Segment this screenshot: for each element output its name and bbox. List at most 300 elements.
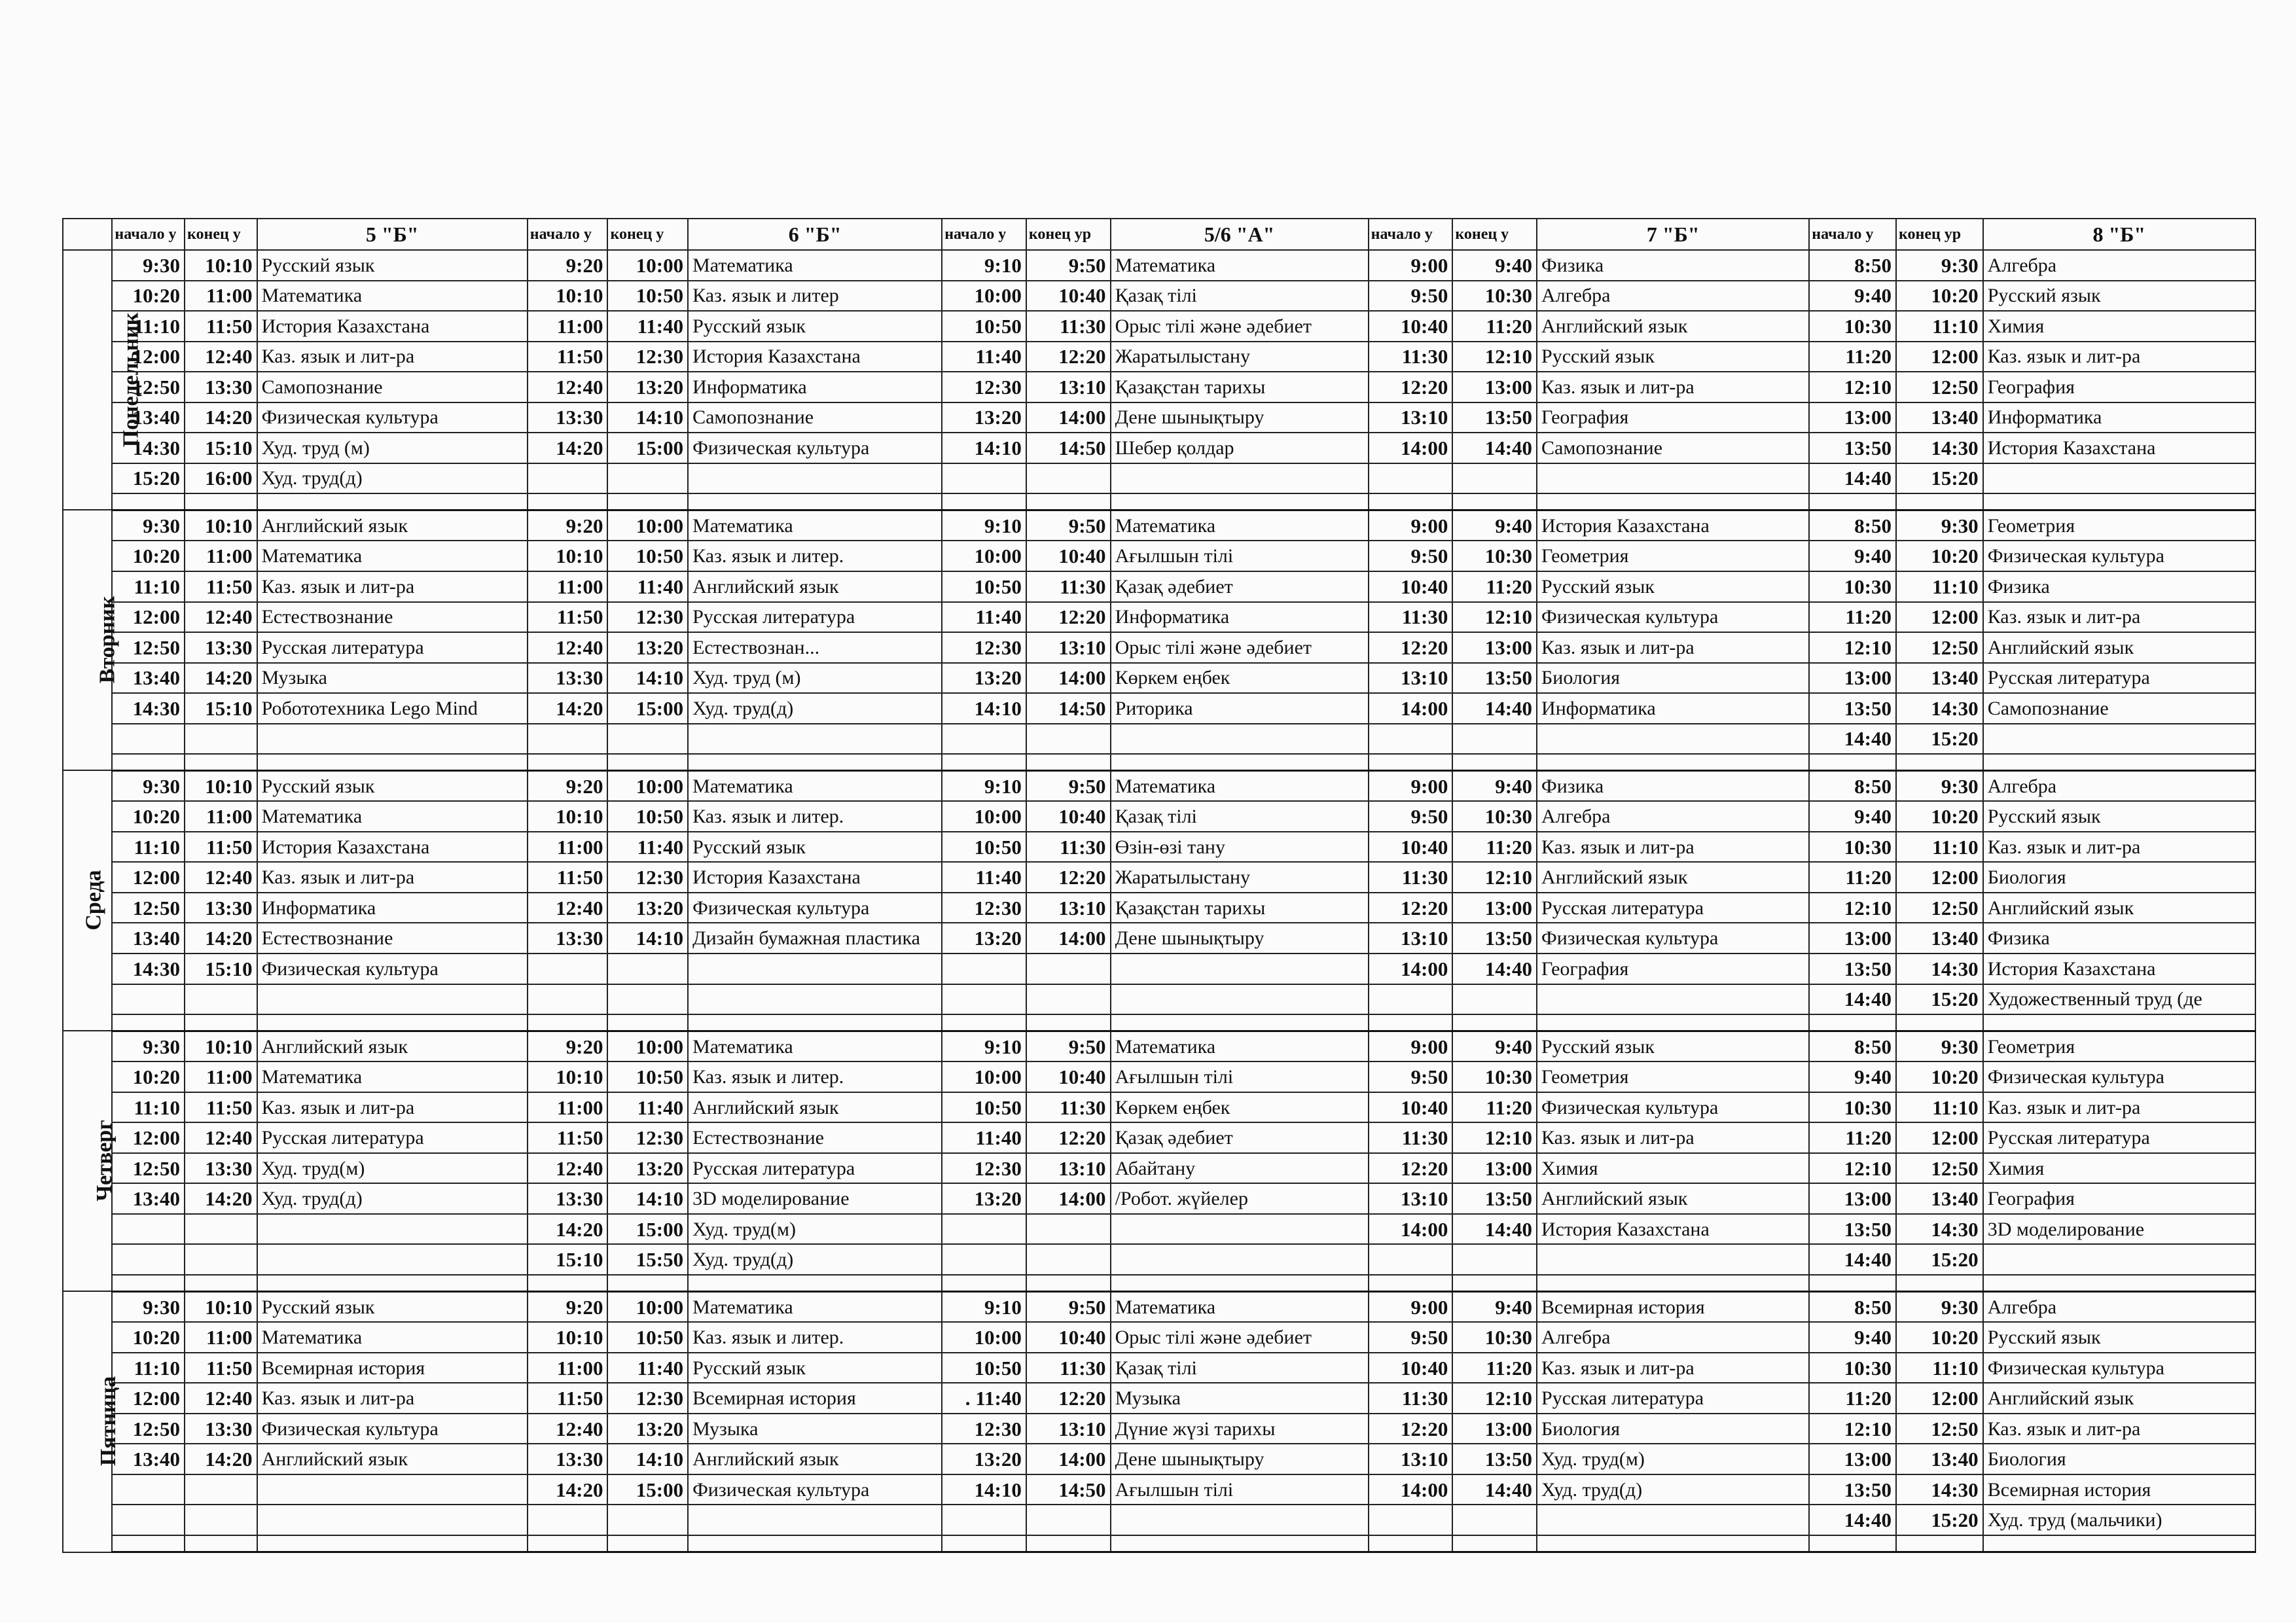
start-time-cell: 12:40 (528, 632, 608, 663)
subject-cell (1111, 1505, 1369, 1535)
subject-cell (1111, 724, 1369, 755)
subject-cell (257, 1474, 528, 1505)
subject-cell (257, 984, 528, 1015)
end-time-cell: 10:10 (185, 1031, 257, 1061)
start-time-cell: 8:50 (1809, 510, 1896, 541)
start-time-cell (112, 1244, 185, 1275)
subject-cell (688, 463, 942, 494)
start-time-cell: 10:00 (942, 541, 1026, 571)
subject-cell: Физика (1983, 923, 2255, 954)
subject-cell (1537, 1505, 1809, 1535)
spacer-cell (1809, 754, 1896, 770)
subject-cell: Русский язык (1983, 801, 2255, 832)
subject-cell: Русская литература (688, 602, 942, 633)
end-time-cell (1026, 463, 1111, 494)
spacer-cell (1026, 493, 1111, 510)
subject-cell: Математика (257, 1061, 528, 1092)
end-time-cell: 11:00 (185, 281, 257, 312)
subject-cell: Каз. язык и лит-ра (257, 1383, 528, 1414)
lesson-row (63, 770, 2255, 801)
start-time-cell: 13:20 (942, 663, 1026, 694)
subject-cell: Каз. язык и лит-ра (1983, 1092, 2255, 1123)
start-time-cell: 10:20 (112, 541, 185, 571)
end-time-cell: 15:00 (607, 693, 688, 724)
subject-cell: Физическая культура (1983, 1353, 2255, 1383)
end-time-cell: 14:10 (607, 923, 688, 954)
subject-cell: Информатика (688, 372, 942, 402)
end-time-cell: 9:50 (1026, 770, 1111, 801)
start-time-cell: 12:40 (528, 372, 608, 402)
end-time-cell: 13:10 (1026, 893, 1111, 923)
spacer-cell (1983, 493, 2255, 510)
subject-cell: Информатика (257, 893, 528, 923)
subject-cell (1111, 984, 1369, 1015)
start-time-cell: 13:40 (112, 923, 185, 954)
end-time-cell: 15:20 (1896, 724, 1983, 755)
start-time-cell: 12:00 (112, 862, 185, 893)
end-time-cell: 15:20 (1896, 1505, 1983, 1535)
subject-cell: История Казахстана (688, 862, 942, 893)
end-time-cell (1026, 984, 1111, 1015)
end-time-cell: 11:20 (1452, 832, 1537, 863)
subject-cell (257, 1214, 528, 1245)
start-time-cell (528, 724, 608, 755)
start-time-cell: 13:20 (942, 923, 1026, 954)
start-time-cell: 11:50 (528, 342, 608, 372)
end-time-cell: 11:10 (1896, 1092, 1983, 1123)
spacer-cell (1111, 1275, 1369, 1291)
start-time-cell: 11:00 (528, 1353, 608, 1383)
subject-cell: Русский язык (1983, 1322, 2255, 1353)
start-time-cell: 10:40 (1369, 311, 1453, 342)
end-time-cell: 12:00 (1896, 342, 1983, 372)
subject-cell: Худ. труд (м) (688, 663, 942, 694)
spacer-cell (1896, 754, 1983, 770)
start-time-cell: 9:00 (1369, 1031, 1453, 1061)
end-time-cell: 10:40 (1026, 281, 1111, 312)
subject-cell: Самопознание (257, 372, 528, 402)
corner-cell (63, 219, 112, 250)
end-time-cell: 11:00 (185, 1322, 257, 1353)
subject-cell (1537, 1244, 1809, 1275)
end-time-cell: 10:20 (1896, 1322, 1983, 1353)
subject-cell: Жаратылыстану (1111, 342, 1369, 372)
start-time-cell: 9:10 (942, 510, 1026, 541)
subject-cell: Русский язык (688, 311, 942, 342)
start-time-cell: 13:40 (112, 402, 185, 433)
lesson-row (63, 1153, 2255, 1184)
subject-cell: Орыс тілі және әдебиет (1111, 632, 1369, 663)
lesson-row (63, 1244, 2255, 1275)
end-time-cell: 11:50 (185, 571, 257, 602)
end-time-cell: 13:20 (607, 1153, 688, 1184)
end-time-cell: 14:20 (185, 402, 257, 433)
end-time-cell: 13:00 (1452, 893, 1537, 923)
start-time-cell: 12:20 (1369, 893, 1453, 923)
start-time-cell: 9:30 (112, 510, 185, 541)
subject-cell: Биология (1537, 1414, 1809, 1444)
spacer-cell (607, 493, 688, 510)
subject-cell (688, 1505, 942, 1535)
spacer-cell (257, 1014, 528, 1031)
subject-cell: Каз. язык и лит-ра (1537, 632, 1809, 663)
start-time-cell: 9:10 (942, 770, 1026, 801)
spacer-cell (1452, 1014, 1537, 1031)
start-time-cell: 13:40 (112, 1444, 185, 1474)
spacer-cell (1452, 754, 1537, 770)
start-time-cell: 9:40 (1809, 1061, 1896, 1092)
spacer-cell (607, 1275, 688, 1291)
end-time-cell: 14:00 (1026, 923, 1111, 954)
subject-cell: Физическая культура (1537, 602, 1809, 633)
day-name: Четверг (92, 1120, 117, 1202)
start-time-cell: 12:10 (1809, 1153, 1896, 1184)
start-time-cell: 13:30 (528, 663, 608, 694)
start-time-cell: 15:20 (112, 463, 185, 494)
start-time-cell: 10:20 (112, 801, 185, 832)
start-time-cell: 12:10 (1809, 372, 1896, 402)
start-time-cell: 11:40 (942, 602, 1026, 633)
subject-cell: Русский язык (257, 250, 528, 281)
subject-cell: Всемирная история (257, 1353, 528, 1383)
end-time-cell: 14:30 (1896, 433, 1983, 463)
start-time-cell: 13:00 (1809, 923, 1896, 954)
end-time-cell: 13:40 (1896, 1444, 1983, 1474)
end-time-cell: 15:10 (185, 433, 257, 463)
subject-cell: Русская литература (1537, 893, 1809, 923)
subject-cell: Қазақстан тарихы (1111, 893, 1369, 923)
spacer-cell (528, 1535, 608, 1552)
end-time-cell (1026, 724, 1111, 755)
start-time-cell: 14:40 (1809, 1244, 1896, 1275)
start-time-cell: 13:40 (112, 663, 185, 694)
subject-cell: Геометрия (1537, 1061, 1809, 1092)
subject-cell: Русская литература (688, 1153, 942, 1184)
subject-cell: Русский язык (257, 770, 528, 801)
spacer-cell (1026, 1014, 1111, 1031)
spacer-cell (1809, 1014, 1896, 1031)
start-time-cell: 12:20 (1369, 632, 1453, 663)
start-time-cell: 10:00 (942, 1322, 1026, 1353)
start-time-cell: 11:10 (112, 311, 185, 342)
start-time-cell (942, 1244, 1026, 1275)
spacer-cell (257, 1535, 528, 1552)
subject-cell: Физическая культура (688, 433, 942, 463)
start-time-cell: 11:10 (112, 1092, 185, 1123)
start-time-header: начало у (1809, 219, 1896, 250)
end-time-cell: 12:30 (607, 1383, 688, 1414)
start-time-cell: 13:40 (112, 1183, 185, 1214)
start-time-cell: 10:20 (112, 1061, 185, 1092)
end-time-cell: 14:40 (1452, 954, 1537, 984)
end-time-cell: 14:30 (1896, 1474, 1983, 1505)
start-time-cell (1369, 724, 1453, 755)
spacer-cell (942, 1275, 1026, 1291)
spacer-cell (688, 493, 942, 510)
end-time-cell: 12:20 (1026, 1122, 1111, 1153)
day-label-cell (63, 770, 112, 1031)
start-time-cell: 11:20 (1809, 602, 1896, 633)
subject-cell: Каз. язык и лит-ра (1537, 1353, 1809, 1383)
subject-cell: Абайтану (1111, 1153, 1369, 1184)
start-time-cell: 11:10 (112, 1353, 185, 1383)
end-time-cell: 11:00 (185, 541, 257, 571)
start-time-cell: 13:10 (1369, 402, 1453, 433)
start-time-cell (942, 463, 1026, 494)
start-time-cell: 11:50 (528, 1122, 608, 1153)
end-time-cell: 10:20 (1896, 1061, 1983, 1092)
start-time-cell: 12:40 (528, 1153, 608, 1184)
end-time-cell: 10:50 (607, 1061, 688, 1092)
subject-cell: Русский язык (1537, 342, 1809, 372)
start-time-cell: 10:10 (528, 801, 608, 832)
subject-cell: Каз. язык и лит-ра (257, 862, 528, 893)
subject-cell: Английский язык (1983, 893, 2255, 923)
start-time-cell (528, 984, 608, 1015)
end-time-cell (1026, 1214, 1111, 1245)
subject-cell: Математика (688, 1031, 942, 1061)
subject-cell (1983, 1244, 2255, 1275)
subject-cell: Худ. труд (м) (257, 433, 528, 463)
end-time-cell: 10:00 (607, 770, 688, 801)
subject-cell: Физика (1983, 571, 2255, 602)
start-time-cell: 14:40 (1809, 463, 1896, 494)
subject-cell: Физическая культура (688, 1474, 942, 1505)
start-time-cell: 11:50 (528, 1383, 608, 1414)
end-time-cell: 12:30 (607, 862, 688, 893)
start-time-cell: 14:00 (1369, 1214, 1453, 1245)
end-time-cell (607, 463, 688, 494)
end-time-cell: 12:00 (1896, 1383, 1983, 1414)
subject-cell: Қазақ әдебиет (1111, 1122, 1369, 1153)
end-time-cell: 11:30 (1026, 1092, 1111, 1123)
start-time-cell: 10:50 (942, 1092, 1026, 1123)
start-time-cell: 10:10 (528, 1061, 608, 1092)
start-time-cell: 9:30 (112, 1031, 185, 1061)
end-time-cell: 13:10 (1026, 1414, 1111, 1444)
subject-cell: История Казахстана (1537, 510, 1809, 541)
start-time-cell: 14:00 (1369, 433, 1453, 463)
end-time-cell: 14:50 (1026, 693, 1111, 724)
start-time-cell (528, 463, 608, 494)
subject-cell: 3D моделирование (1983, 1214, 2255, 1245)
start-time-cell: 11:30 (1369, 862, 1453, 893)
start-time-cell: 9:40 (1809, 801, 1896, 832)
start-time-cell: 9:30 (112, 1291, 185, 1322)
start-time-cell: 11:20 (1809, 862, 1896, 893)
end-time-cell: 14:00 (1026, 1183, 1111, 1214)
end-time-cell (1026, 1505, 1111, 1535)
subject-cell: Худ. труд(м) (688, 1214, 942, 1245)
subject-cell: Самопознание (688, 402, 942, 433)
start-time-cell: 10:00 (942, 801, 1026, 832)
end-time-cell: 12:20 (1026, 602, 1111, 633)
end-time-cell: 13:10 (1026, 372, 1111, 402)
class-header: 8 "Б" (1983, 219, 2255, 250)
end-time-cell: 9:40 (1452, 250, 1537, 281)
spacer-cell (1026, 1275, 1111, 1291)
end-time-cell: 10:00 (607, 510, 688, 541)
start-time-cell: 13:00 (1809, 1444, 1896, 1474)
subject-cell: Естествознание (257, 923, 528, 954)
end-time-cell: 12:40 (185, 1122, 257, 1153)
end-time-cell: 11:20 (1452, 1353, 1537, 1383)
end-time-cell: 15:00 (607, 1474, 688, 1505)
lesson-row (63, 372, 2255, 402)
subject-cell: Самопознание (1537, 433, 1809, 463)
subject-cell (257, 1244, 528, 1275)
start-time-cell: 14:30 (112, 954, 185, 984)
start-time-cell: 11:30 (1369, 1383, 1453, 1414)
end-time-cell: 12:20 (1026, 342, 1111, 372)
end-time-cell: 14:20 (185, 663, 257, 694)
start-time-cell: 14:20 (528, 433, 608, 463)
lesson-row (63, 893, 2255, 923)
subject-cell: Дене шынықтыру (1111, 923, 1369, 954)
start-time-cell: 12:10 (1809, 893, 1896, 923)
subject-cell: Орыс тілі және әдебиет (1111, 1322, 1369, 1353)
start-time-cell: 11:00 (528, 311, 608, 342)
spacer-cell (112, 1275, 185, 1291)
subject-cell: Худ. труд(д) (257, 1183, 528, 1214)
subject-cell (1537, 463, 1809, 494)
subject-cell: География (1537, 954, 1809, 984)
subject-cell: Худ. труд(д) (1537, 1474, 1809, 1505)
subject-cell: Информатика (1983, 402, 2255, 433)
end-time-cell: 10:50 (607, 801, 688, 832)
lesson-row (63, 693, 2255, 724)
end-time-cell: 11:30 (1026, 832, 1111, 863)
start-time-cell: 11:50 (528, 602, 608, 633)
end-time-cell: 9:30 (1896, 770, 1983, 801)
start-time-cell: 9:50 (1369, 281, 1453, 312)
lesson-row (63, 724, 2255, 755)
subject-cell: Каз. язык и лит-ра (1983, 1414, 2255, 1444)
start-time-cell: 9:40 (1809, 281, 1896, 312)
start-time-cell: 9:20 (528, 770, 608, 801)
start-time-cell: 10:10 (528, 541, 608, 571)
subject-cell: Физическая культура (257, 954, 528, 984)
subject-cell: Худ. труд(м) (257, 1153, 528, 1184)
end-time-cell: 12:40 (185, 862, 257, 893)
start-time-cell: 12:00 (112, 1383, 185, 1414)
subject-cell (1111, 1214, 1369, 1245)
subject-cell: Русская литература (257, 632, 528, 663)
spacer-cell (528, 1275, 608, 1291)
spacer-cell (1809, 1535, 1896, 1552)
end-time-cell: 14:30 (1896, 954, 1983, 984)
subject-cell: Естествознание (688, 1122, 942, 1153)
end-time-cell: 13:50 (1452, 402, 1537, 433)
subject-cell: Музыка (688, 1414, 942, 1444)
subject-cell (1111, 1244, 1369, 1275)
start-time-cell: 9:20 (528, 1031, 608, 1061)
start-time-cell (528, 954, 608, 984)
start-time-cell: 13:50 (1809, 954, 1896, 984)
spacer-cell (1983, 1014, 2255, 1031)
spacer-cell (688, 1535, 942, 1552)
subject-cell: Английский язык (257, 1444, 528, 1474)
start-time-cell (1369, 1244, 1453, 1275)
start-time-cell (942, 724, 1026, 755)
end-time-cell: 10:10 (185, 1291, 257, 1322)
spacer-cell (688, 754, 942, 770)
lesson-row (63, 1291, 2255, 1322)
class-header: 7 "Б" (1537, 219, 1809, 250)
subject-cell: Биология (1537, 663, 1809, 694)
start-time-cell: 12:50 (112, 893, 185, 923)
lesson-row (63, 571, 2255, 602)
start-time-cell (112, 984, 185, 1015)
subject-cell: Каз. язык и лит-ра (1537, 832, 1809, 863)
lesson-row (63, 1092, 2255, 1123)
start-time-cell: 12:30 (942, 893, 1026, 923)
end-time-cell: 11:50 (185, 311, 257, 342)
subject-cell: Информатика (1537, 693, 1809, 724)
start-time-cell: 14:00 (1369, 1474, 1453, 1505)
start-time-cell: 10:40 (1369, 1092, 1453, 1123)
start-time-cell (112, 724, 185, 755)
start-time-cell: 10:40 (1369, 832, 1453, 863)
spacer-cell (257, 754, 528, 770)
subject-cell: Дизайн бумажная пластика (688, 923, 942, 954)
start-time-cell: 10:40 (1369, 1353, 1453, 1383)
lesson-row (63, 463, 2255, 494)
end-time-cell: 14:50 (1026, 433, 1111, 463)
start-time-cell: 12:40 (528, 893, 608, 923)
spacer-cell (1809, 493, 1896, 510)
start-time-cell: 10:50 (942, 311, 1026, 342)
start-time-cell: 9:00 (1369, 1291, 1453, 1322)
end-time-cell: 13:50 (1452, 663, 1537, 694)
start-time-cell: 12:30 (942, 1153, 1026, 1184)
end-time-cell: 9:40 (1452, 1291, 1537, 1322)
spacer-cell (607, 754, 688, 770)
spacer-cell (112, 754, 185, 770)
end-time-cell: 12:00 (1896, 862, 1983, 893)
subject-cell (688, 984, 942, 1015)
schedule-table (62, 218, 2256, 1553)
spacer-cell (1983, 1535, 2255, 1552)
end-time-cell: 10:50 (607, 541, 688, 571)
end-time-cell: 13:00 (1452, 1414, 1537, 1444)
end-time-cell: 12:00 (1896, 1122, 1983, 1153)
spacer-cell (942, 1014, 1026, 1031)
spacer-cell (1452, 1535, 1537, 1552)
end-time-cell: 15:20 (1896, 984, 1983, 1015)
end-time-cell: 11:40 (607, 311, 688, 342)
end-time-cell: 10:30 (1452, 1322, 1537, 1353)
end-time-cell: 12:30 (607, 342, 688, 372)
end-time-cell: 12:50 (1896, 1414, 1983, 1444)
start-time-cell: 12:30 (942, 372, 1026, 402)
subject-cell: Музыка (1111, 1383, 1369, 1414)
subject-cell: Қазақ тілі (1111, 1353, 1369, 1383)
spacer-cell (185, 1535, 257, 1552)
end-time-cell: 13:30 (185, 1414, 257, 1444)
subject-cell: Физическая культура (1537, 923, 1809, 954)
lesson-row (63, 984, 2255, 1015)
start-time-cell: 9:50 (1369, 541, 1453, 571)
spacer-cell (1111, 1535, 1369, 1552)
spacer-cell (1537, 493, 1809, 510)
lesson-row (63, 1383, 2255, 1414)
start-time-cell (112, 1214, 185, 1245)
end-time-cell: 9:30 (1896, 1291, 1983, 1322)
start-time-cell: 13:10 (1369, 923, 1453, 954)
subject-cell: Русская литература (1983, 1122, 2255, 1153)
end-time-cell: 14:00 (1026, 402, 1111, 433)
